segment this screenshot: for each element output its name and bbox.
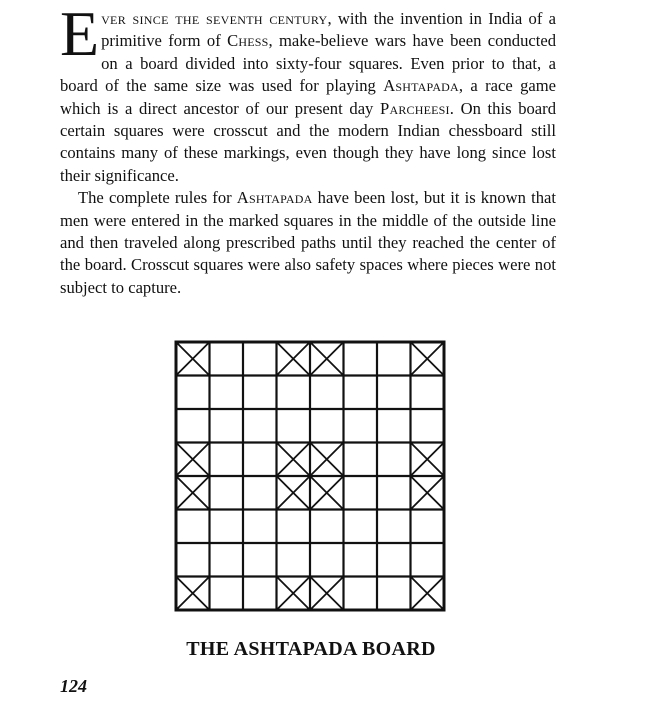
paragraph-2-text-2: have been lost, but it is known that men were entered in the marked squares in the middle of the outside line and then traveled along prescribed paths until they reached the center of the board. Crosscut squares were also safety spaces where pieces were not subject to capture. <box>60 188 556 297</box>
lead-in-text: ver since the seventh century <box>101 9 328 28</box>
term-chess: Chess <box>227 31 269 51</box>
ashtapada-board-figure <box>174 340 446 612</box>
paragraph-1-text-2: , make-believe wars have been conducted on a board divided into sixty-four squares. Even prior to that, a board of the same size was used for playing <box>60 31 557 96</box>
term-parcheesi: Parcheesi <box>380 98 450 118</box>
ashtapada-board-grid <box>174 340 446 612</box>
paragraph-1-text-4: . On this board certain squares were crosscut and the modern Indian chessboard still contains many of these markings, even though they have long since lost their significance. <box>60 98 556 185</box>
paragraph-1-text-1: , with the invention in India of a primitive form of <box>101 9 556 51</box>
figure-caption: THE ASHTAPADA BOARD <box>186 638 436 660</box>
paragraph-2 <box>60 187 556 299</box>
article-text <box>60 0 557 299</box>
term-ashtapada-2: Ashtapada <box>236 188 313 208</box>
term-ashtapada: Ashtapada <box>383 76 459 96</box>
paragraph-2-text-1: The complete rules for <box>78 188 237 208</box>
paragraph-1-text-3: , a race game which is a direct ancestor of our present day <box>60 76 557 118</box>
paragraph-1 <box>60 0 557 187</box>
page-number: 124 <box>60 676 87 696</box>
drop-cap: E <box>60 0 100 69</box>
